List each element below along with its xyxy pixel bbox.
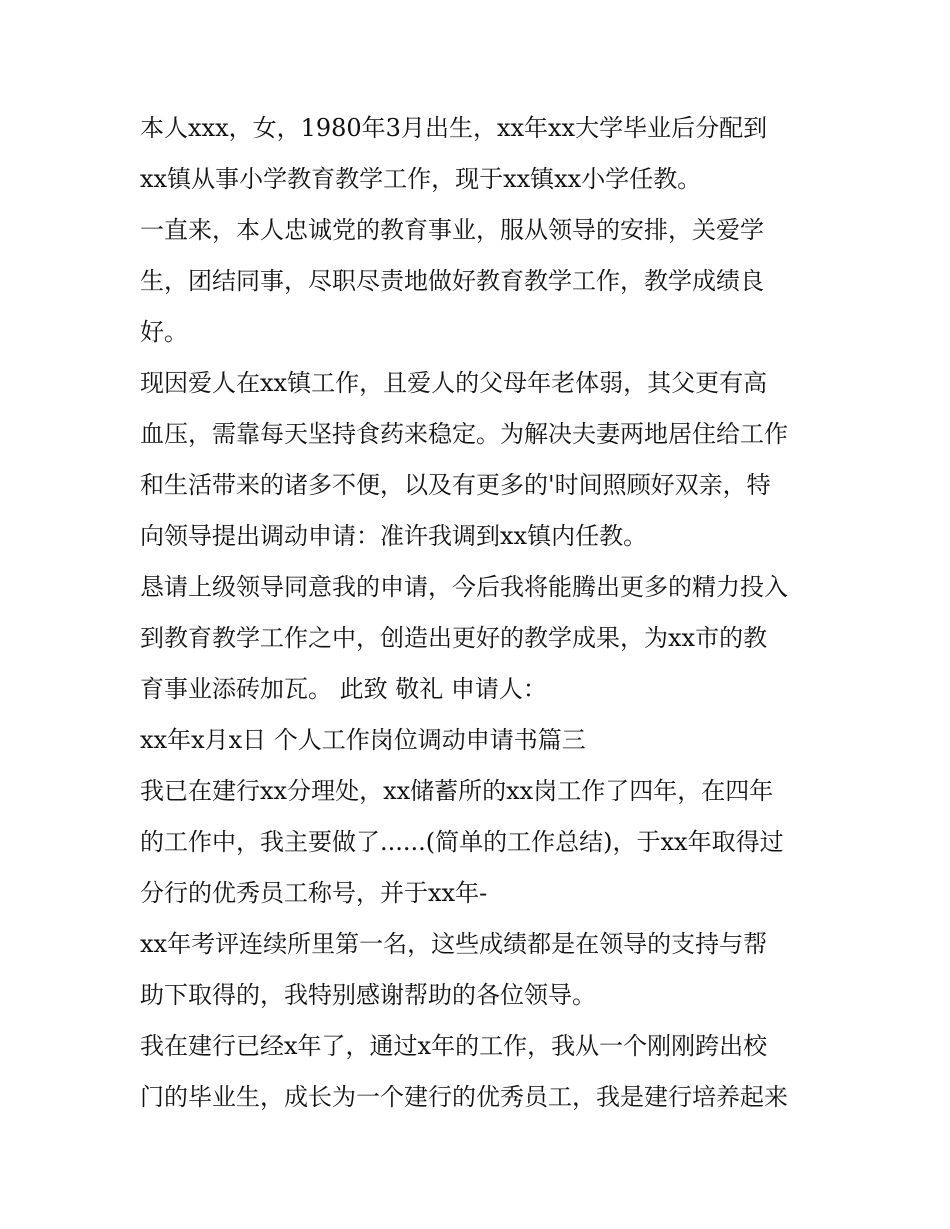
text-line: 到教育教学工作之中，创造出更好的教学成果，为xx市的教 bbox=[140, 624, 768, 652]
text-line: 和生活带来的诸多不便，以及有更多的'时间照顾好双亲，特 bbox=[140, 471, 771, 499]
text-line: 的工作中，我主要做了......(简单的工作总结)，于xx年取得过 bbox=[140, 828, 784, 856]
text-line: 向领导提出调动申请：准许我调到xx镇内任教。 bbox=[140, 522, 648, 550]
document-body bbox=[140, 103, 820, 1123]
text-line: 我在建行已经x年了，通过x年的工作，我从一个刚刚跨出校 bbox=[140, 1032, 768, 1060]
text-line: 好。 bbox=[140, 318, 188, 346]
text-line: xx年考评连续所里第一名，这些成绩都是在领导的支持与帮 bbox=[140, 930, 768, 958]
text-line: 分行的优秀员工称号，并于xx年- bbox=[140, 879, 488, 907]
text-line: 本人xxx，女，1980年3月出生，xx年xx大学毕业后分配到 bbox=[140, 114, 768, 142]
text-line: 一直来，本人忠诚党的教育事业，服从领导的安排，关爱学 bbox=[140, 216, 764, 244]
text-line: xx镇从事小学教育教学工作，现于xx镇xx小学任教。 bbox=[140, 165, 702, 193]
text-line: 育事业添砖加瓦。 此致 敬礼 申请人： bbox=[140, 675, 547, 703]
text-line: 我已在建行xx分理处，xx储蓄所的xx岗工作了四年，在四年 bbox=[140, 777, 774, 805]
text-line: 门的毕业生，成长为一个建行的优秀员工，我是建行培养起来 bbox=[140, 1083, 788, 1111]
text-line: 生，团结同事，尽职尽责地做好教育教学工作，教学成绩良 bbox=[140, 267, 764, 295]
text-line: 恳请上级领导同意我的申请，今后我将能腾出更多的精力投入 bbox=[140, 573, 788, 601]
text-line: 现因爱人在xx镇工作，且爱人的父母年老体弱，其父更有高 bbox=[140, 369, 768, 397]
text-line: 血压，需靠每天坚持食药来稳定。为解决夫妻两地居住给工作 bbox=[140, 420, 788, 448]
text-line: 助下取得的，我特别感谢帮助的各位领导。 bbox=[140, 981, 596, 1009]
text-line: xx年x月x日 个人工作岗位调动申请书篇三 bbox=[140, 726, 586, 754]
